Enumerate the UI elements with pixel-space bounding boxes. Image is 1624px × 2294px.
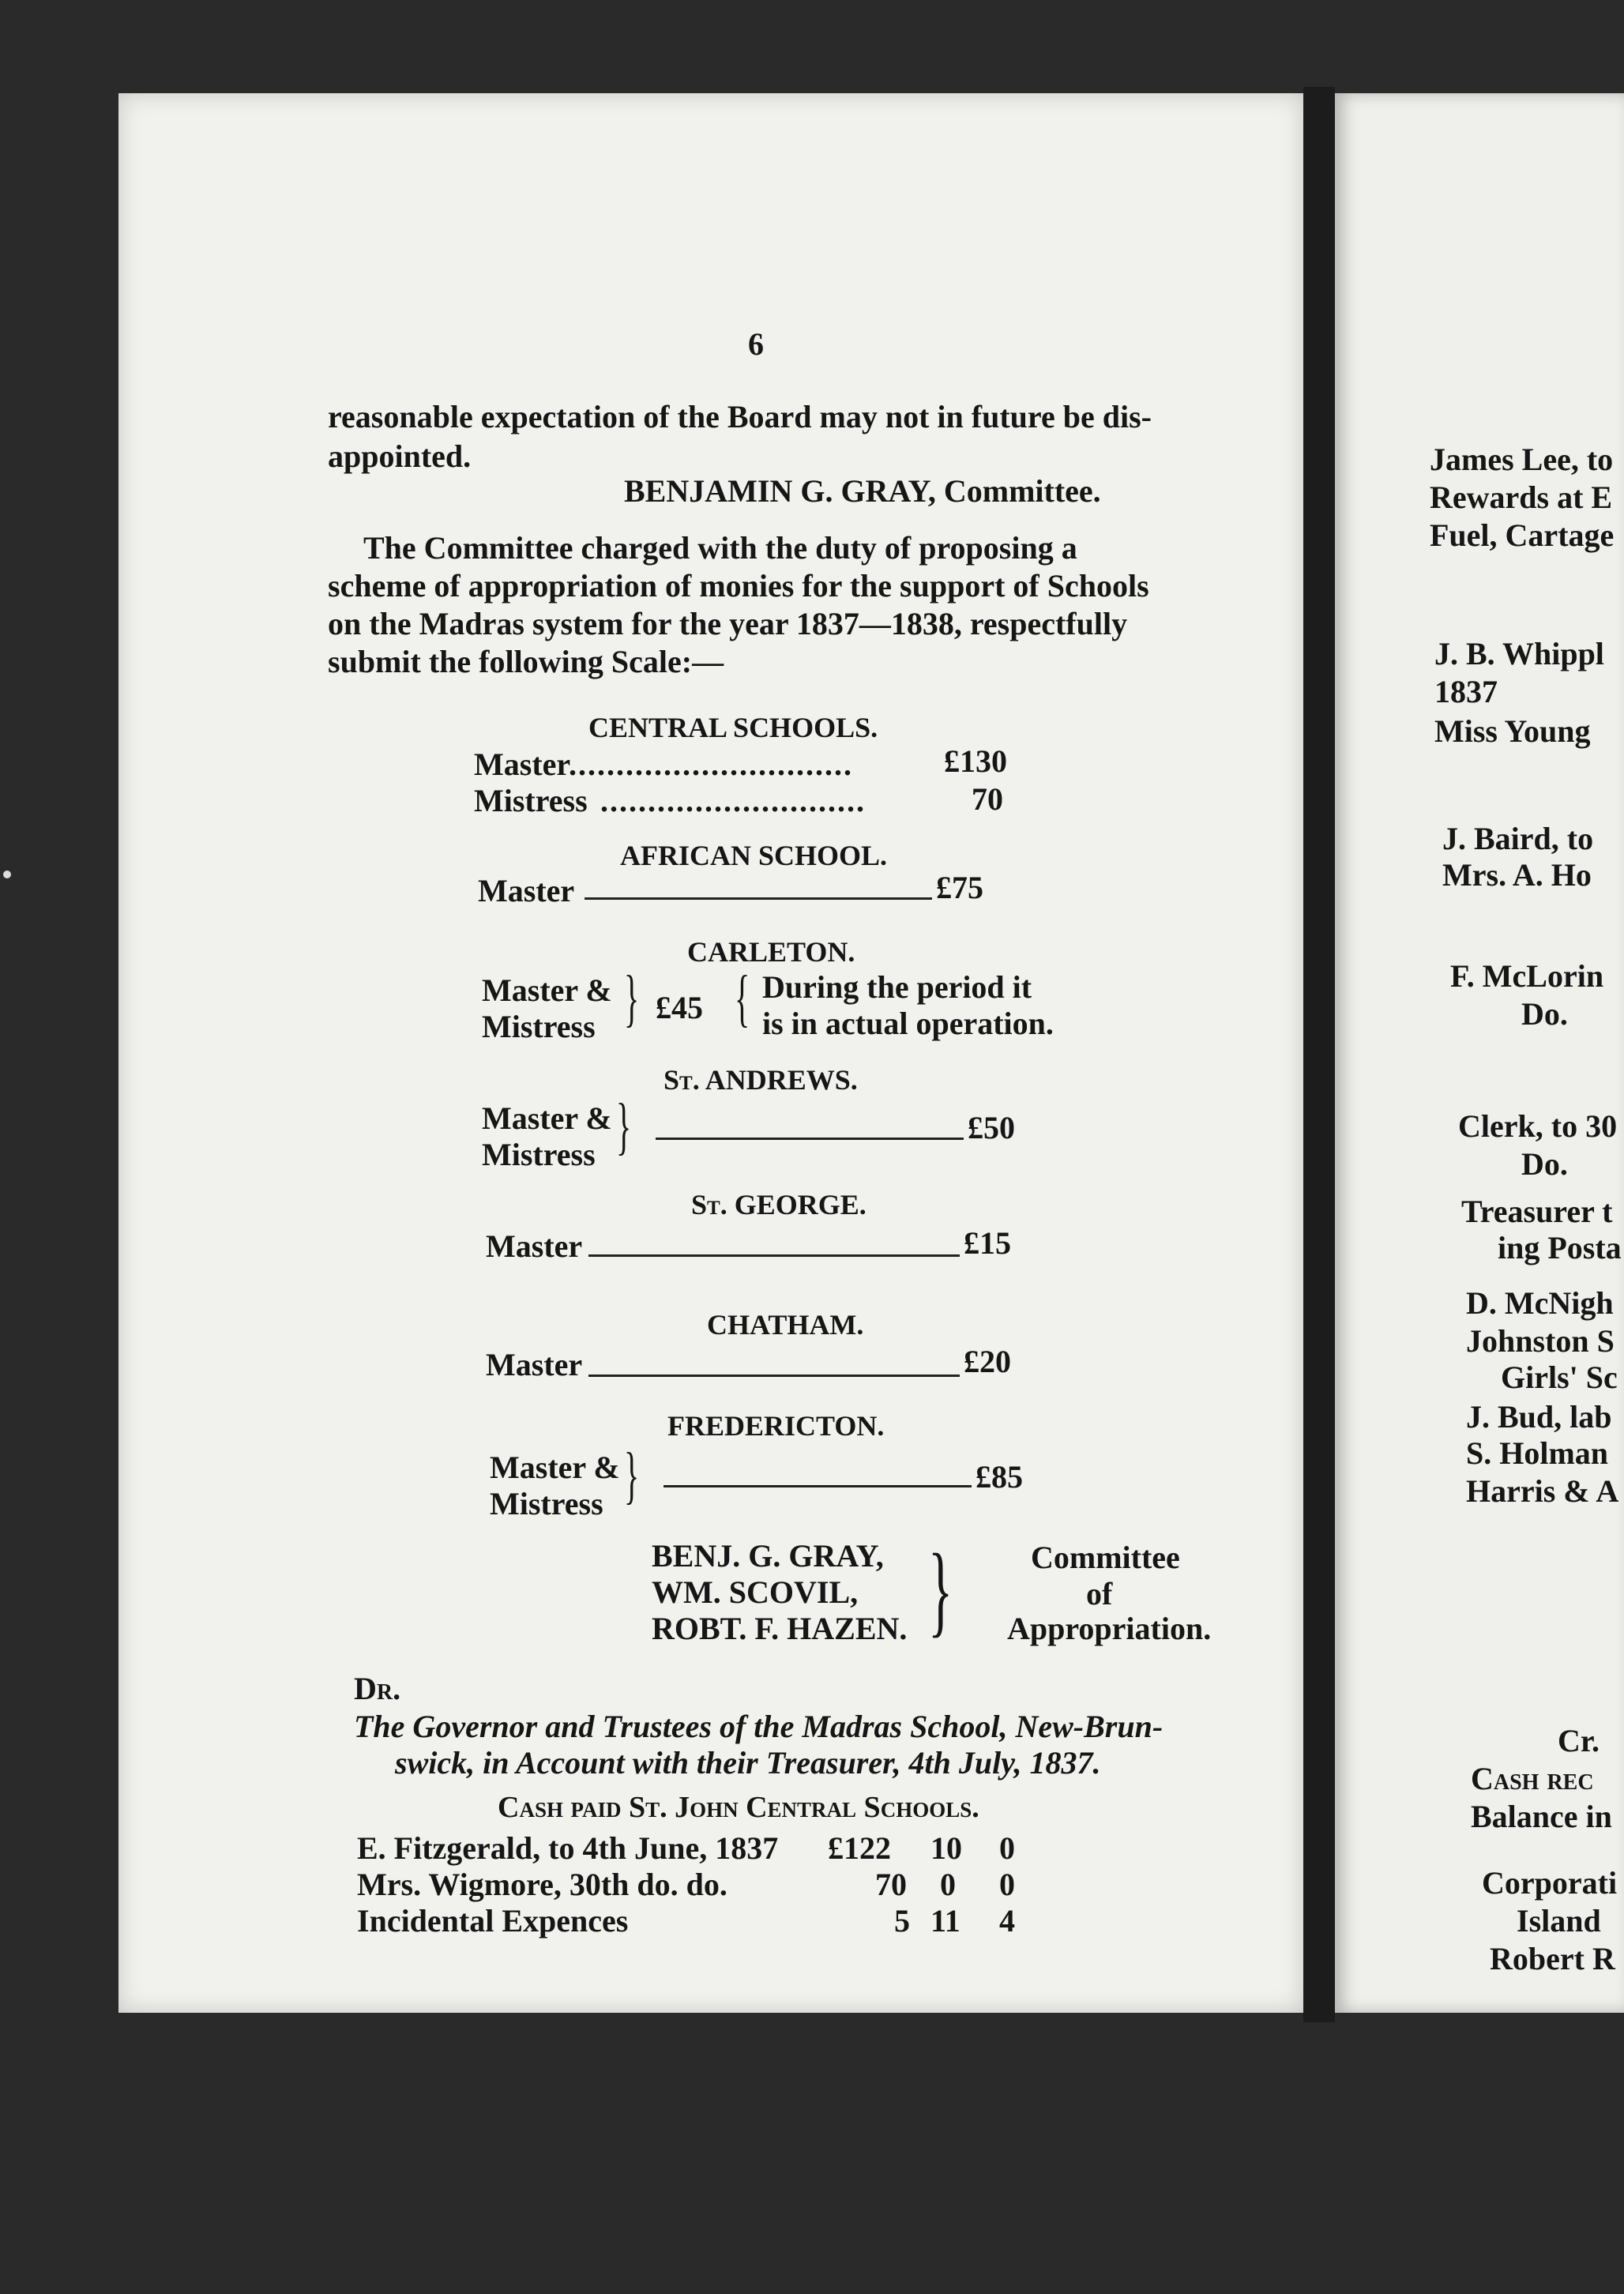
committee-line-2: scheme of appropriation of monies for the support of Schools	[328, 568, 1149, 604]
account-row-3-pence: 4	[999, 1903, 1015, 1939]
rp-line: Do.	[1521, 996, 1568, 1032]
account-row-2-shillings: 0	[940, 1867, 956, 1902]
carleton-note-2: is in actual operation.	[762, 1006, 1054, 1041]
signatory-1: BENJ. G. GRAY,	[652, 1538, 884, 1574]
account-row-1-pounds: £122	[828, 1830, 891, 1866]
account-row-2-pence: 0	[999, 1867, 1015, 1902]
committee-line-3: on the Madras system for the year 1837—1838, respectfully	[328, 606, 1128, 641]
central-schools-heading: CENTRAL SCHOOLS.	[588, 712, 878, 743]
signatories-brace: }	[928, 1533, 953, 1647]
african-master-amount: £75	[936, 870, 983, 905]
rp-line: Miss Young	[1434, 713, 1591, 749]
rp-line: Cash rec	[1471, 1761, 1594, 1796]
rp-line: F. McLorin	[1450, 958, 1604, 994]
rp-line: Corporati	[1482, 1865, 1618, 1901]
chatham-master-label: Master	[486, 1347, 583, 1382]
book-gutter	[1303, 87, 1335, 2022]
african-leader-rule	[585, 897, 932, 900]
committee-role-line-1: Committee	[1031, 1540, 1180, 1575]
rp-line: Girls' Sc	[1501, 1359, 1618, 1395]
signature-first: BENJAMIN G. GRAY, Committee.	[624, 473, 1101, 509]
african-school-heading: AFRICAN SCHOOL.	[620, 840, 888, 871]
account-row-3-desc: Incidental Expences	[357, 1903, 629, 1939]
central-master-amount: £130	[944, 743, 1007, 779]
rp-line: J. Baird, to	[1442, 821, 1594, 856]
chatham-amount: £20	[964, 1344, 1011, 1379]
st-andrews-amount: £50	[968, 1110, 1015, 1145]
rp-line: S. Holman	[1466, 1435, 1609, 1471]
st-george-amount: £15	[964, 1225, 1011, 1261]
st-george-leader-rule	[588, 1254, 960, 1257]
fredericton-heading: FREDERICTON.	[667, 1410, 885, 1442]
carleton-open-brace: {	[735, 964, 750, 1033]
fredericton-amount: £85	[976, 1459, 1023, 1495]
rp-line: Johnston S	[1466, 1323, 1615, 1359]
rp-line: Cr.	[1558, 1723, 1600, 1758]
account-row-1-shillings: 10	[930, 1830, 962, 1866]
central-master-label: Master	[474, 746, 571, 782]
intro-line-2: appointed.	[328, 438, 472, 474]
committee-role-line-3: Appropriation.	[1007, 1611, 1212, 1646]
account-title-line-1: The Governor and Trustees of the Madras School, New-Brun-	[354, 1709, 1163, 1744]
committee-role-line-2: of	[1086, 1576, 1113, 1611]
committee-line-1: The Committee charged with the duty of proposing a	[363, 530, 1077, 566]
page-number: 6	[748, 326, 764, 362]
carleton-close-brace: }	[624, 964, 640, 1033]
margin-speck	[3, 871, 11, 878]
rp-line: Clerk, to 30	[1458, 1108, 1618, 1144]
rp-line: Island	[1517, 1903, 1601, 1939]
st-andrews-leader-rule	[656, 1138, 964, 1140]
st-andrews-label-mistress: Mistress	[482, 1137, 596, 1172]
st-andrews-label-master: Master &	[482, 1100, 612, 1136]
rp-line: Fuel, Cartage	[1430, 517, 1615, 553]
rp-line: Do.	[1521, 1146, 1568, 1182]
account-dr-label: Dr.	[354, 1671, 401, 1706]
account-row-2-pounds: 70	[875, 1867, 907, 1902]
rp-line: J. Bud, lab	[1466, 1399, 1612, 1435]
account-row-1-pence: 0	[999, 1830, 1015, 1866]
rp-line: J. B. Whippl	[1434, 636, 1604, 671]
rp-line: Mrs. A. Ho	[1442, 857, 1592, 893]
carleton-amount: £45	[656, 990, 703, 1025]
carleton-heading: CARLETON.	[687, 936, 855, 968]
rp-line: Harris & A	[1466, 1473, 1619, 1509]
right-page-fragment	[1335, 93, 1624, 2013]
fredericton-label-mistress: Mistress	[490, 1486, 603, 1521]
carleton-label-mistress: Mistress	[482, 1009, 596, 1044]
account-row-1-desc: E. Fitzgerald, to 4th June, 1837	[357, 1830, 779, 1866]
fredericton-leader-rule	[664, 1485, 972, 1487]
chatham-leader-rule	[588, 1375, 960, 1377]
rp-line: Robert R	[1490, 1941, 1615, 1976]
fredericton-label-master: Master &	[490, 1450, 620, 1485]
rp-line: 1837	[1434, 674, 1498, 709]
st-george-heading: St. GEORGE.	[691, 1189, 867, 1220]
fredericton-brace: }	[624, 1441, 640, 1510]
rp-line: Rewards at E	[1430, 479, 1613, 515]
st-george-master-label: Master	[486, 1228, 583, 1264]
african-master-label: Master	[478, 873, 575, 908]
signatory-2: WM. SCOVIL,	[652, 1574, 859, 1610]
carleton-label-master: Master &	[482, 972, 612, 1008]
cash-paid-heading: Cash paid St. John Central Schools.	[498, 1791, 979, 1824]
rp-line: Balance in	[1471, 1799, 1612, 1834]
chatham-heading: CHATHAM.	[707, 1309, 864, 1341]
central-mistress-amount: 70	[972, 781, 1003, 817]
left-page	[118, 93, 1303, 2013]
central-master-leader: ..............................	[569, 746, 853, 782]
rp-line: Treasurer t	[1461, 1194, 1613, 1229]
signatory-3: ROBT. F. HAZEN.	[652, 1611, 908, 1646]
account-row-3-shillings: 11	[930, 1903, 960, 1939]
central-mistress-leader: ............................	[600, 783, 866, 818]
st-andrews-heading: St. ANDREWS.	[664, 1064, 858, 1096]
rp-line: ing Posta	[1498, 1230, 1622, 1265]
carleton-note-1: During the period it	[762, 969, 1032, 1005]
central-mistress-label: Mistress	[474, 783, 588, 818]
rp-line: D. McNigh	[1466, 1285, 1614, 1321]
account-row-3-pounds: 5	[894, 1903, 910, 1939]
st-andrews-brace: }	[616, 1092, 632, 1161]
account-row-2-desc: Mrs. Wigmore, 30th do. do.	[357, 1867, 727, 1902]
committee-line-4: submit the following Scale:—	[328, 644, 724, 679]
account-title-line-2: swick, in Account with their Treasurer, 4th July, 1837.	[395, 1745, 1101, 1781]
intro-line-1: reasonable expectation of the Board may not in future be dis-	[328, 399, 1152, 434]
rp-line: James Lee, to	[1430, 442, 1614, 477]
